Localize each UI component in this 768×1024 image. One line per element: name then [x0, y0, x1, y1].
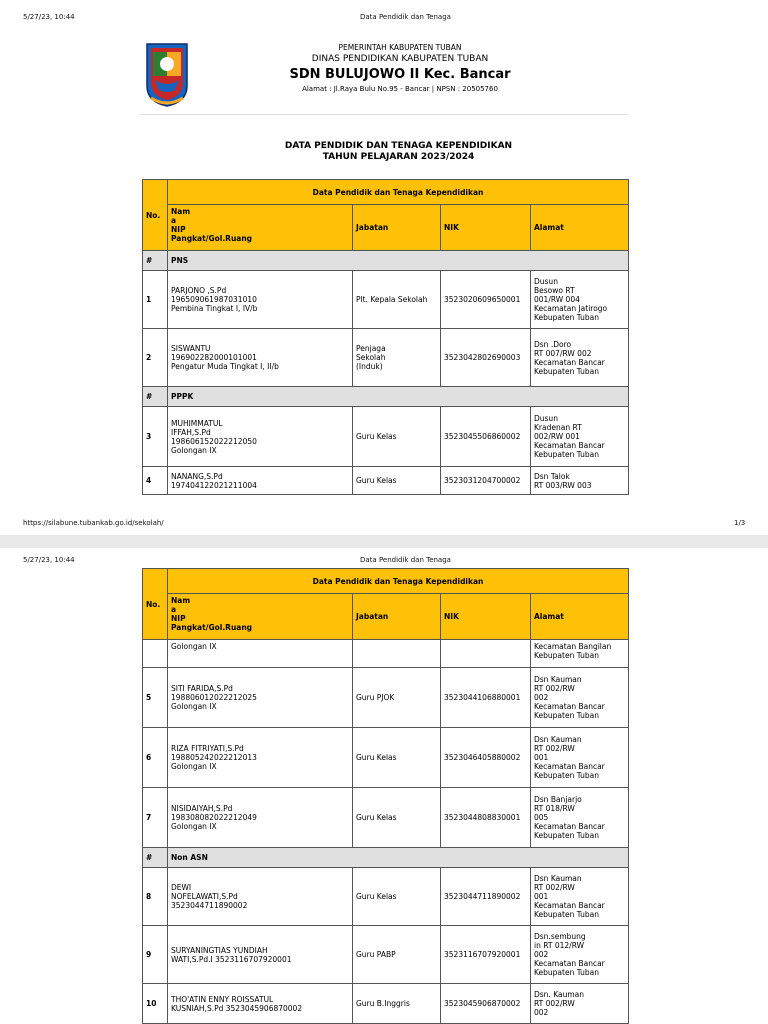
row-nama-nip: MUHIMMATUL IFFAH,S.Pd 198606152022212050 Golongan IX	[168, 407, 353, 467]
table-row	[143, 668, 629, 728]
row-number: 4	[143, 467, 168, 495]
print-datetime: 5/27/23, 10:44	[23, 13, 75, 21]
document-title: DATA PENDIDIK DAN TENAGA KEPENDIDIKAN	[284, 141, 513, 151]
row-nik: 3523020609650001	[441, 271, 531, 329]
col-nama-header: Nam a NIP Pangkat/Gol.Ruang	[168, 205, 353, 251]
row-number: 9	[143, 926, 168, 984]
group-label: Non ASN	[168, 848, 629, 868]
row-nik: 3523045906870002	[441, 984, 531, 1024]
letterhead-divider	[140, 114, 628, 115]
row-alamat: Dsn Banjarjo RT 018/RW 005 Kecamatan Bancar Kebupaten Tuban	[531, 788, 629, 848]
row-nama-nip: SISWANTU 196902282000101001 Pengatur Muda Tingkat I, II/b	[168, 329, 353, 387]
table-row	[143, 788, 629, 848]
table-row	[143, 728, 629, 788]
row-nama-nip: DEWI NOFELAWATI,S.Pd 3523044711890002	[168, 868, 353, 926]
row-nik	[441, 640, 531, 668]
group-mark: #	[143, 251, 168, 271]
document-subtitle: TAHUN PELAJARAN 2023/2024	[322, 152, 475, 162]
col-group-header: Data Pendidik dan Tenaga Kependidikan	[168, 180, 629, 205]
row-alamat: Dsn .Doro RT 007/RW 002 Kecamatan Bancar Kebupaten Tuban	[531, 329, 629, 387]
row-nik: 3523044808830001	[441, 788, 531, 848]
row-nama-nip: SURYANINGTIAS YUNDIAH WATI,S.Pd.I 3523116707920001	[168, 926, 353, 984]
table-row	[143, 926, 629, 984]
staff-table-page-2	[142, 568, 629, 1024]
row-number: 7	[143, 788, 168, 848]
row-alamat: Dsn Kauman RT 002/RW 002 Kecamatan Bancar Kebupaten Tuban	[531, 668, 629, 728]
row-jabatan: Guru Kelas	[353, 788, 441, 848]
row-nik: 3523116707920001	[441, 926, 531, 984]
row-number: 8	[143, 868, 168, 926]
row-jabatan: Guru PJOK	[353, 668, 441, 728]
print-title: Data Pendidik dan Tenaga	[360, 556, 451, 564]
row-jabatan: Penjaga Sekolah (Induk)	[353, 329, 441, 387]
row-nik: 3523045506860002	[441, 407, 531, 467]
group-mark: #	[143, 387, 168, 407]
group-label: PPPK	[168, 387, 629, 407]
row-nama-nip: RIZA FITRIYATI,S.Pd 198805242022212013 Golongan IX	[168, 728, 353, 788]
row-nik: 3523044106880001	[441, 668, 531, 728]
row-nama-nip: Golongan IX	[168, 640, 353, 668]
group-row	[143, 848, 629, 868]
table-row	[143, 467, 629, 495]
table-row	[143, 271, 629, 329]
print-datetime: 5/27/23, 10:44	[23, 556, 75, 564]
row-jabatan: Guru B.Inggris	[353, 984, 441, 1024]
staff-table-page-1	[142, 179, 629, 495]
row-alamat: Dsn.sembung in RT 012/RW 002 Kecamatan Bancar Kebupaten Tuban	[531, 926, 629, 984]
col-no-header: No.	[143, 180, 168, 251]
row-nama-nip: SITI FARIDA,S.Pd 198806012022212025 Golongan IX	[168, 668, 353, 728]
continued-row	[143, 640, 629, 668]
row-jabatan	[353, 640, 441, 668]
row-jabatan: Guru PABP	[353, 926, 441, 984]
letterhead-school-name: SDN BULUJOWO II Kec. Bancar	[289, 67, 511, 82]
letterhead-government: PEMERINTAH KABUPATEN TUBAN	[338, 43, 462, 52]
col-no-header: No.	[143, 569, 168, 640]
row-alamat: Dsn Kauman RT 002/RW 001 Kecamatan Bancar Kebupaten Tuban	[531, 728, 629, 788]
row-alamat: Dsn Kauman RT 002/RW 001 Kecamatan Bancar Kebupaten Tuban	[531, 868, 629, 926]
row-number: 2	[143, 329, 168, 387]
row-number: 6	[143, 728, 168, 788]
col-alamat-header: Alamat	[531, 594, 629, 640]
print-page-number: 1/3	[734, 519, 746, 527]
row-nama-nip: PARJONO ,S.Pd 196509061987031010 Pembina Tingkat I, IV/b	[168, 271, 353, 329]
row-alamat: Dsn. Kauman RT 002/RW 002	[531, 984, 629, 1024]
col-nik-header: NIK	[441, 594, 531, 640]
row-nama-nip: THO'ATIN ENNY ROISSATUL KUSNIAH,S.Pd 3523045906870002	[168, 984, 353, 1024]
row-alamat: Kecamatan Bangilan Kebupaten Tuban	[531, 640, 629, 668]
row-nik: 3523044711890002	[441, 868, 531, 926]
row-number	[143, 640, 168, 668]
group-label: PNS	[168, 251, 629, 271]
print-title: Data Pendidik dan Tenaga	[360, 13, 451, 21]
table-row	[143, 984, 629, 1024]
row-jabatan: Guru Kelas	[353, 407, 441, 467]
col-nik-header: NIK	[441, 205, 531, 251]
row-number: 10	[143, 984, 168, 1024]
row-jabatan: Guru Kelas	[353, 467, 441, 495]
page-break	[0, 535, 768, 548]
group-row	[143, 251, 629, 271]
row-number: 3	[143, 407, 168, 467]
print-url: https://silabune.tubankab.go.id/sekolah/	[23, 519, 164, 527]
tuban-regency-emblem-icon	[145, 42, 189, 108]
row-nama-nip: NANANG,S.Pd 197404122021211004	[168, 467, 353, 495]
row-nik: 3523042802690003	[441, 329, 531, 387]
col-alamat-header: Alamat	[531, 205, 629, 251]
row-alamat: Dsn Talok RT 003/RW 003	[531, 467, 629, 495]
row-nama-nip: NISIDAIYAH,S.Pd 198308082022212049 Golongan IX	[168, 788, 353, 848]
table-row	[143, 329, 629, 387]
row-number: 1	[143, 271, 168, 329]
col-jabatan-header: Jabatan	[353, 594, 441, 640]
row-jabatan: Guru Kelas	[353, 868, 441, 926]
letterhead-address: Alamat : Jl.Raya Bulu No.95 - Bancar | NPSN : 20505760	[302, 85, 498, 93]
row-jabatan: Guru Kelas	[353, 728, 441, 788]
row-nik: 3523031204700002	[441, 467, 531, 495]
letterhead-agency: DINAS PENDIDIKAN KABUPATEN TUBAN	[311, 54, 489, 64]
group-mark: #	[143, 848, 168, 868]
row-alamat: Dusun Besowo RT 001/RW 004 Kecamatan Jatirogo Kebupaten Tuban	[531, 271, 629, 329]
table-row	[143, 868, 629, 926]
col-nama-header: Nam a NIP Pangkat/Gol.Ruang	[168, 594, 353, 640]
row-jabatan: Plt. Kepala Sekolah	[353, 271, 441, 329]
group-row	[143, 387, 629, 407]
col-group-header: Data Pendidik dan Tenaga Kependidikan	[168, 569, 629, 594]
table-row	[143, 407, 629, 467]
row-nik: 3523046405880002	[441, 728, 531, 788]
col-jabatan-header: Jabatan	[353, 205, 441, 251]
row-alamat: Dusun Kradenan RT 002/RW 001 Kecamatan Bancar Kebupaten Tuban	[531, 407, 629, 467]
row-number: 5	[143, 668, 168, 728]
